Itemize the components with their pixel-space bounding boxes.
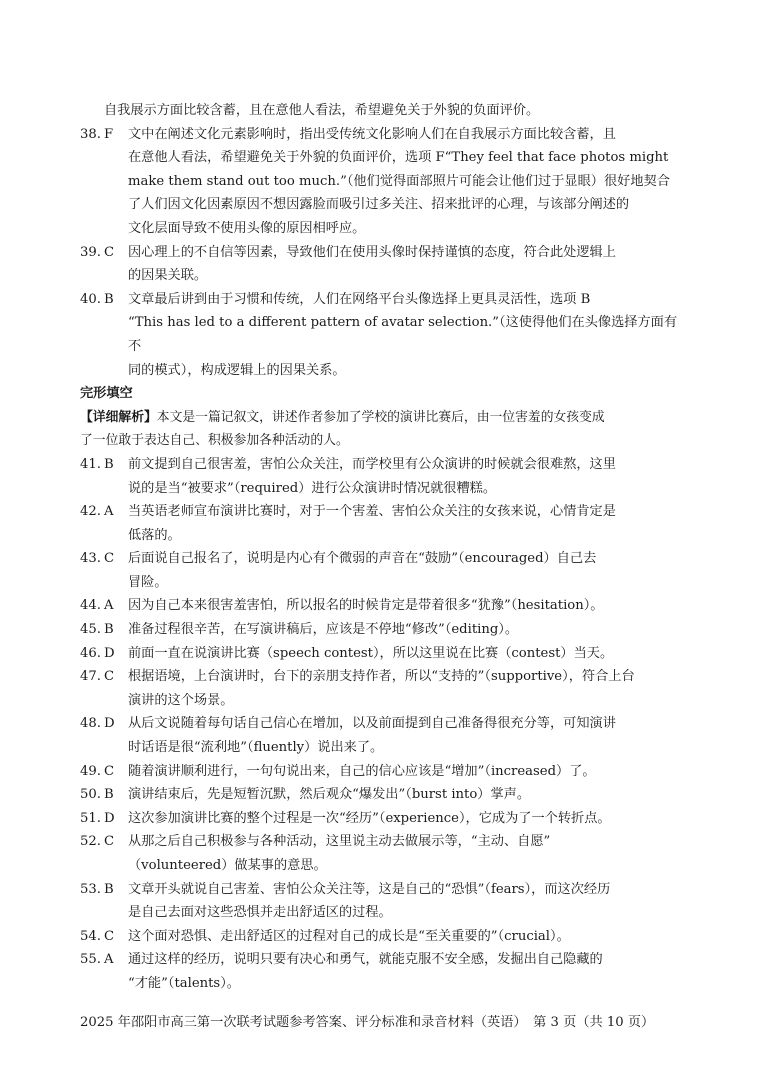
answer-letter: F xyxy=(104,126,114,142)
explanation-text: 前文提到自己很害羞，害怕公众关注，而学校里有公众演讲的时候就会很难熬，这里 说的是当“被要求”（required）进行公众演讲时情况就很糟糕。 xyxy=(128,456,616,496)
answer-letter: C xyxy=(104,669,115,685)
answer-letter: C xyxy=(104,551,115,567)
answer-letter: B xyxy=(104,456,114,472)
question-number: 38. xyxy=(80,126,101,142)
answer-item xyxy=(80,878,680,925)
question-number: 55. xyxy=(80,952,101,968)
question-number: 43. xyxy=(80,551,101,567)
answer-letter: D xyxy=(104,810,115,826)
explanation-text: 文章开头就说自己害羞、害怕公众关注等，这是自己的“恐惧”（fears），而这次经历 是自己去面对这些恐惧并走出舒适区的过程。 xyxy=(128,881,611,921)
answer-item xyxy=(80,807,680,831)
question-number: 42. xyxy=(80,504,101,520)
question-number: 54. xyxy=(80,928,101,944)
explanation-text: 这个面对恐惧、走出舒适区的过程对自己的成长是“至关重要的”（crucial）。 xyxy=(128,928,570,944)
answer-item xyxy=(80,760,680,784)
question-number: 48. xyxy=(80,716,101,732)
explanation-text: 因心理上的不自信等因素，导致他们在使用头像时保持谨慎的态度，符合此处逻辑上 的因果关联。 xyxy=(128,244,616,284)
analysis-tag: 【详细解析】 xyxy=(80,409,157,425)
answer-letter: D xyxy=(104,645,115,661)
question-number: 50. xyxy=(80,787,101,803)
answer-item xyxy=(80,712,680,759)
cloze-answers xyxy=(80,453,680,996)
answer-item xyxy=(80,783,680,807)
explanation-text: 当英语老师宣布演讲比赛时，对于一个害羞、害怕公众关注的女孩来说，心情肯定是 低落的。 xyxy=(128,504,616,543)
answer-item xyxy=(80,594,680,618)
continuation-line: 自我展示方面比较含蓄，且在意他人看法，希望避免关于外貌的负面评价。 xyxy=(104,103,540,118)
answer-item xyxy=(80,500,680,547)
explanation-text: 因为自己本来很害羞害怕，所以报名的时候肯定是带着很多“犹豫”（hesitation）。 xyxy=(128,598,604,614)
answer-content xyxy=(80,99,680,996)
answer-letter: B xyxy=(104,787,114,803)
page-footer: 2025 年邵阳市高三第一次联考试题参考答案、评分标准和录音材料（英语） 第 3 页（共 10 页） xyxy=(80,1015,655,1030)
answer-item xyxy=(80,830,680,877)
answer-letter: C xyxy=(104,244,115,260)
question-number: 40. xyxy=(80,291,101,307)
question-number: 51. xyxy=(80,810,101,826)
answer-item xyxy=(80,123,680,241)
reading-answers xyxy=(80,123,680,383)
answer-item xyxy=(80,948,680,995)
question-number: 44. xyxy=(80,598,101,614)
section-title: 完形填空 xyxy=(80,386,133,402)
explanation-text: 后面说自己报名了，说明是内心有个微弱的声音在“鼓励”（encouraged）自己去 冒险。 xyxy=(128,551,597,590)
question-number: 45. xyxy=(80,622,101,638)
answer-letter: C xyxy=(104,928,115,944)
explanation-text: 这次参加演讲比赛的整个过程是一次“经历”（experience），它成为了一个转折点。 xyxy=(128,810,611,826)
answer-letter: B xyxy=(104,622,114,638)
answer-letter: B xyxy=(104,881,114,897)
answer-item xyxy=(80,618,680,642)
question-number: 39. xyxy=(80,244,101,260)
explanation-text: 随着演讲顺利进行，一句句说出来，自己的信心应该是“增加”（increased）了。 xyxy=(128,763,596,779)
question-number: 53. xyxy=(80,881,101,897)
answer-letter: D xyxy=(104,716,115,732)
answer-letter: C xyxy=(104,763,115,779)
explanation-text: 演讲结束后，先是短暂沉默，然后观众“爆发出”（burst into）掌声。 xyxy=(128,787,531,803)
answer-letter: A xyxy=(104,952,114,968)
explanation-text: 通过这样的经历，说明只要有决心和勇气，就能克服不安全感，发掘出自己隐藏的 “才能”（talents）。 xyxy=(128,952,603,991)
explanation-text: 准备过程很辛苦，在写演讲稿后，应该是不停地“修改”（editing）。 xyxy=(128,622,519,638)
analysis-text-2: 了一位敢于表达自己、积极参加各种活动的人。 xyxy=(80,433,349,449)
answer-item xyxy=(80,453,680,500)
answer-letter: C xyxy=(104,834,115,850)
answer-item xyxy=(80,925,680,949)
explanation-text: 从后文说随着每句话自己信心在增加，以及前面提到自己准备得很充分等，可知演讲 时话语是很“流利地”（fluently）说出来了。 xyxy=(128,716,616,756)
question-number: 52. xyxy=(80,834,101,850)
answer-letter: B xyxy=(104,291,114,307)
answer-item xyxy=(80,241,680,288)
explanation-text: 文中在阐述文化元素影响时，指出受传统文化影响人们在自我展示方面比较含蓄，且 在意他人看法，希望避免关于外貌的负面评价，选项 F“They feel that face photos might make them stand out too much.”（他们觉得面部照片可能会让他们过于显眼）很好地契合 了人们因文化因素原因不想因露脸而吸引过多关注、招来批评的心理，与该部分阐述的 文化层面导致不使用头像的原因相呼应。 xyxy=(128,126,670,236)
question-number: 49. xyxy=(80,763,101,779)
detailed-analysis xyxy=(80,406,680,453)
explanation-text: 根据语境，上台演讲时，台下的亲朋支持作者，所以“支持的”（supportive），符合上台 演讲的这个场景。 xyxy=(128,669,635,708)
question-number: 47. xyxy=(80,669,101,685)
answer-item xyxy=(80,547,680,594)
answer-item xyxy=(80,665,680,712)
answer-letter: A xyxy=(104,504,114,520)
explanation-text: 文章最后讲到由于习惯和传统，人们在网络平台头像选择上更具灵活性，选项 B “This has led to a different pattern of avatar selection.”（这使得他们在头像选择方面有不 同的模式），构成逻辑上的因果关系。 xyxy=(128,291,678,378)
analysis-text-1: 本文是一篇记叙文，讲述作者参加了学校的演讲比赛后，由一位害羞的女孩变成 xyxy=(156,409,605,425)
question-number: 46. xyxy=(80,645,101,661)
explanation-text: 前面一直在说演讲比赛（speech contest），所以这里说在比赛（contest）当天。 xyxy=(128,645,614,661)
answer-letter: A xyxy=(104,598,114,614)
answer-item xyxy=(80,642,680,666)
answer-item xyxy=(80,288,680,382)
question-number: 41. xyxy=(80,456,101,472)
explanation-text: 从那之后自己积极参与各种活动，这里说主动去做展示等，“主动、自愿” （volunteered）做某事的意思。 xyxy=(128,834,551,873)
